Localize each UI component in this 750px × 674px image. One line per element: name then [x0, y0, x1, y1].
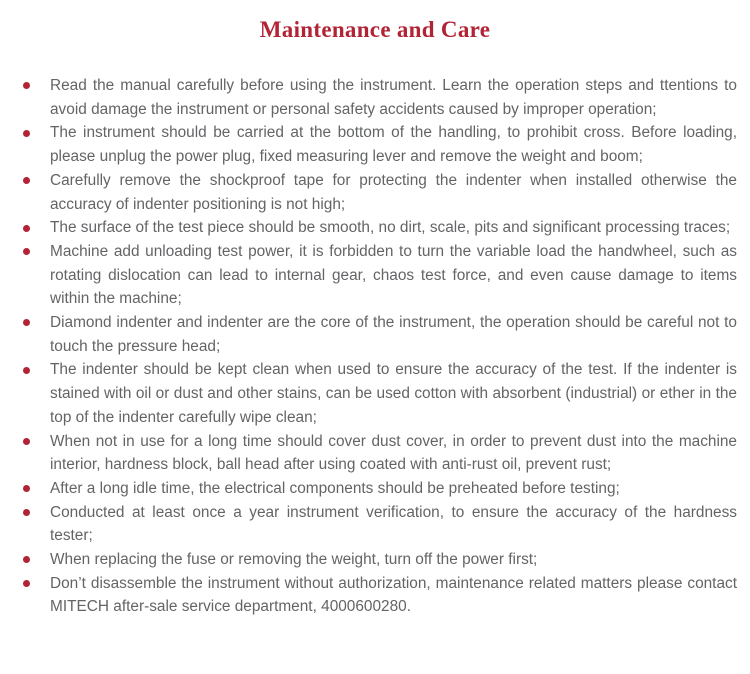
list-item-text: Conducted at least once a year instrument verification, to ensure the accuracy of the hardness tester; — [50, 503, 737, 545]
list-item — [50, 572, 737, 619]
list-item — [50, 169, 737, 216]
list-item — [50, 311, 737, 358]
bullet-icon — [23, 82, 30, 89]
bullet-icon — [23, 225, 30, 232]
bullet-icon — [23, 177, 30, 184]
list-item — [50, 358, 737, 429]
list-item — [50, 477, 737, 501]
list-item-text: Machine add unloading test power, it is forbidden to turn the variable load the handwheel, such as rotating dislocation can lead to internal gear, chaos test force, and even cause damage to items within the machine; — [50, 242, 737, 308]
list-item — [50, 216, 737, 240]
list-item-text: Diamond indenter and indenter are the core of the instrument, the operation should be careful not to touch the pressure head; — [50, 314, 737, 355]
list-item-text: The instrument should be carried at the bottom of the handling, to prohibit cross. Before loading, please unplug the power plug, fixed measuring lever and remove the weight and boom; — [50, 124, 737, 166]
list-item — [50, 121, 737, 168]
bullet-icon — [23, 556, 30, 563]
list-item-text: Don’t disassemble the instrument without authorization, maintenance related matters please contact MITECH after-sale service department, 4000600280. — [50, 574, 737, 616]
list-item-text: Carefully remove the shockproof tape for protecting the indenter when installed otherwise the accuracy of indenter positioning is not high; — [50, 171, 737, 213]
list-item — [50, 74, 737, 121]
bullet-icon — [23, 319, 30, 326]
bullet-icon — [23, 509, 30, 516]
list-item — [50, 501, 737, 548]
bullet-icon — [23, 580, 30, 587]
page-title: Maintenance and Care — [259, 17, 491, 42]
bullet-icon — [23, 367, 30, 374]
list-item — [50, 240, 737, 311]
list-item — [50, 430, 737, 477]
bullet-icon — [23, 438, 30, 445]
bullet-icon — [23, 248, 30, 255]
list-item-text: When replacing the fuse or removing the weight, turn off the power first; — [50, 551, 538, 569]
list-item-text: The indenter should be kept clean when used to ensure the accuracy of the test. If the indenter is stained with oil or dust and other stains, can be used cotton with absorbent (industrial) or ether in the top of the indenter carefully wipe clean; — [50, 361, 737, 426]
list-item-text: Read the manual carefully before using the instrument. Learn the operation steps and ttentions to avoid damage the instrument or personal safety accidents caused by improper operation; — [50, 77, 737, 118]
list-item-text: When not in use for a long time should cover dust cover, in order to prevent dust into the machine interior, hardness block, ball head after using coated with anti-rust oil, prevent rust; — [50, 432, 737, 474]
list-item-text: After a long idle time, the electrical components should be preheated before testing; — [50, 479, 620, 497]
list-item-text: The surface of the test piece should be smooth, no dirt, scale, pits and significant processing traces; — [50, 219, 731, 237]
maintenance-list — [50, 74, 737, 619]
list-item — [50, 548, 737, 572]
bullet-icon — [23, 485, 30, 492]
bullet-icon — [23, 130, 30, 137]
